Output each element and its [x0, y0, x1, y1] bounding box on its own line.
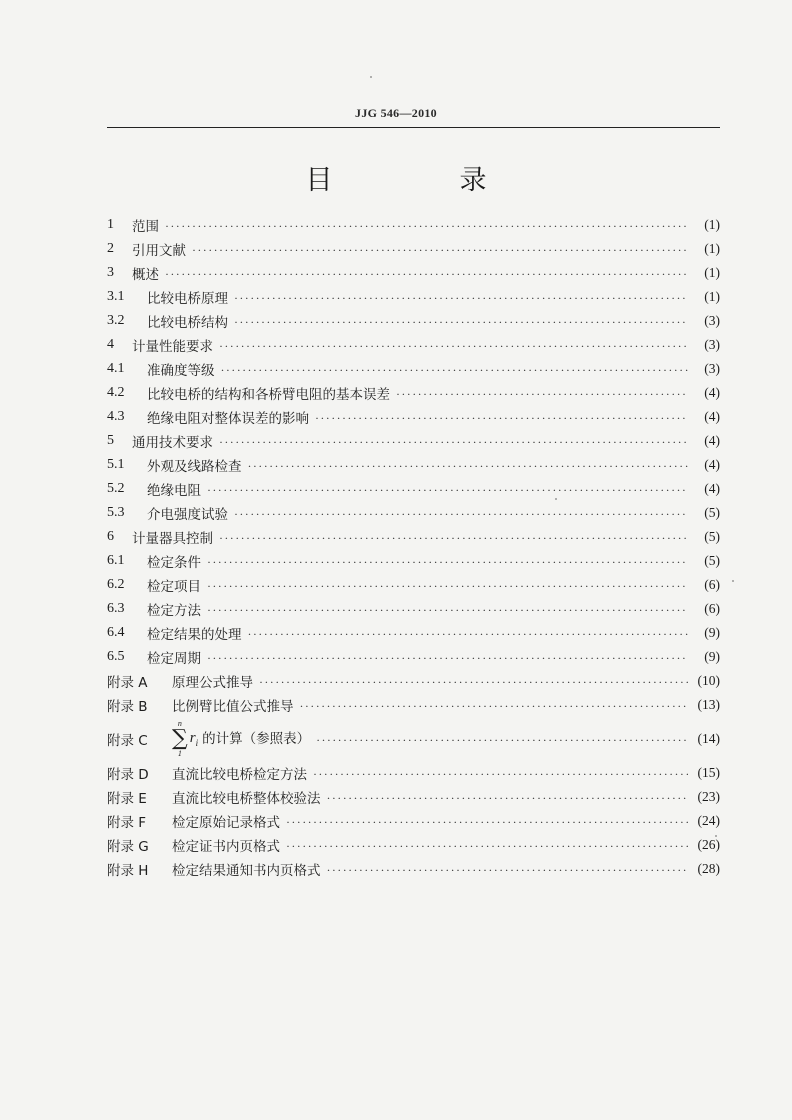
dot-leader	[219, 339, 688, 354]
toc-entry-number: 附录 E	[107, 791, 147, 807]
toc-entry-page: (5)	[704, 553, 720, 568]
toc-entry-page: (3)	[704, 313, 720, 328]
toc-entry-number: 5.2	[107, 481, 125, 496]
toc-entry-page: (1)	[704, 265, 720, 280]
toc-entry-number: 6.5	[107, 649, 125, 664]
toc-entry[interactable]	[107, 453, 720, 477]
toc-entry[interactable]	[107, 809, 720, 833]
toc-entry[interactable]	[107, 333, 720, 357]
toc-entry-label: 通用技术要求	[132, 435, 213, 451]
toc-entry-page: (4)	[704, 409, 720, 424]
toc-entry[interactable]	[107, 645, 720, 669]
dot-leader	[207, 651, 688, 666]
toc-entry-page: (10)	[697, 673, 720, 688]
toc-entry-number: 6.2	[107, 577, 125, 592]
toc-entry-page: (26)	[697, 837, 720, 852]
dot-leader	[315, 411, 688, 426]
toc-entry-page: (14)	[697, 731, 720, 746]
toc-entry-label-text: 的计算（参照表）	[202, 731, 311, 747]
toc-entry-label: 直流比较电桥检定方法	[172, 767, 307, 783]
toc-entry-label: 比较电桥结构	[147, 315, 228, 331]
toc-entry-label: 检定证书内页格式	[172, 839, 280, 855]
toc-entry-label: 检定结果的处理	[147, 627, 242, 643]
toc-entry-page: (5)	[704, 529, 720, 544]
dot-leader	[316, 733, 688, 748]
toc-entry-page: (3)	[704, 337, 720, 352]
toc-entry[interactable]	[107, 501, 720, 525]
summation-upper-limit: n	[177, 719, 182, 728]
toc-entry-page: (6)	[704, 601, 720, 616]
toc-entry-number: 3.1	[107, 289, 125, 304]
toc-entry[interactable]	[107, 693, 720, 717]
toc-entry[interactable]	[107, 549, 720, 573]
toc-entry-label: 检定结果通知书内页格式	[172, 863, 321, 879]
toc-entry-label: 检定项目	[147, 579, 201, 595]
toc-entry-page: (1)	[704, 217, 720, 232]
toc-entry-number: 6.3	[107, 601, 125, 616]
toc-entry-number: 附录 F	[107, 815, 147, 831]
toc-entry-number: 3	[107, 265, 114, 280]
toc-entry[interactable]	[107, 573, 720, 597]
toc-entry[interactable]	[107, 309, 720, 333]
dot-leader	[286, 839, 688, 854]
variable-subscript: i	[195, 738, 199, 748]
toc-entry-page: (1)	[704, 289, 720, 304]
dot-leader	[259, 675, 688, 690]
toc-entry-label: 绝缘电阻	[147, 483, 201, 499]
toc-entry[interactable]	[107, 717, 720, 761]
toc-entry[interactable]	[107, 669, 720, 693]
header-rule	[107, 127, 720, 128]
toc-entry-page: (4)	[704, 457, 720, 472]
toc-entry[interactable]	[107, 833, 720, 857]
toc-entry-label: 概述	[132, 267, 159, 283]
toc-entry-label: 绝缘电阻对整体误差的影响	[147, 411, 309, 427]
toc-entry-label: 检定原始记录格式	[172, 815, 280, 831]
scan-speck	[715, 835, 717, 837]
toc-entry-number: 4.2	[107, 385, 125, 400]
toc-entry-label: 原理公式推导	[172, 675, 253, 691]
toc-entry-label: 检定方法	[147, 603, 201, 619]
dot-leader	[207, 579, 688, 594]
toc-entry-number: 3.2	[107, 313, 125, 328]
toc-entry-label: 比较电桥的结构和各桥臂电阻的基本误差	[147, 387, 390, 403]
toc-entry-page: (6)	[704, 577, 720, 592]
dot-leader	[165, 267, 688, 282]
toc-entry[interactable]	[107, 761, 720, 785]
dot-leader	[192, 243, 688, 258]
toc-entry[interactable]	[107, 621, 720, 645]
toc-entry-label: 范围	[132, 219, 159, 235]
dot-leader	[234, 507, 688, 522]
dot-leader	[396, 387, 688, 402]
toc-entry-page: (23)	[697, 789, 720, 804]
dot-leader	[207, 603, 688, 618]
toc-entry[interactable]	[107, 597, 720, 621]
toc-entry-number: 4.3	[107, 409, 125, 424]
toc-entry-page: (4)	[704, 385, 720, 400]
dot-leader	[300, 699, 689, 714]
summation-sign-icon: ∑	[172, 726, 188, 751]
toc-entry-number: 2	[107, 241, 114, 256]
toc-entry-page: (1)	[704, 241, 720, 256]
toc-entry-page: (24)	[697, 813, 720, 828]
toc-entry-page: (13)	[697, 697, 720, 712]
dot-leader	[327, 863, 689, 878]
toc-entry-label: 检定条件	[147, 555, 201, 571]
toc-entry-page: (28)	[697, 861, 720, 876]
scan-speck	[370, 76, 372, 78]
toc-entry-page: (15)	[697, 765, 720, 780]
toc-entry[interactable]	[107, 357, 720, 381]
standard-code-header: JJG 546—2010	[355, 106, 437, 120]
summation-variable	[190, 730, 198, 748]
dot-leader	[248, 627, 689, 642]
toc-entry-label: 引用文献	[132, 243, 186, 259]
toc-entry-label	[172, 720, 316, 758]
dot-leader	[286, 815, 688, 830]
toc-entry-number: 5	[107, 433, 114, 448]
dot-leader	[207, 555, 688, 570]
dot-leader	[219, 531, 688, 546]
toc-entry[interactable]	[107, 381, 720, 405]
toc-entry[interactable]	[107, 857, 720, 881]
dot-leader	[221, 363, 689, 378]
scan-speck	[732, 580, 734, 582]
toc-entry-number: 附录 G	[107, 839, 149, 855]
dot-leader	[327, 791, 689, 806]
dot-leader	[165, 219, 688, 234]
summation-lower-limit: 1	[177, 749, 182, 758]
toc-entry-page: (3)	[704, 361, 720, 376]
toc-entry-page: (4)	[704, 433, 720, 448]
variable-symbol: r	[189, 730, 196, 746]
toc-entry-label: 检定周期	[147, 651, 201, 667]
table-of-contents	[107, 213, 720, 881]
toc-entry-label: 比较电桥原理	[147, 291, 228, 307]
toc-entry-number: 6.4	[107, 625, 125, 640]
toc-entry-label: 外观及线路检查	[147, 459, 242, 475]
toc-entry-number: 1	[107, 217, 114, 232]
dot-leader	[234, 291, 688, 306]
toc-entry[interactable]	[107, 429, 720, 453]
toc-entry-number: 附录 B	[107, 699, 148, 715]
dot-leader	[219, 435, 688, 450]
toc-entry[interactable]	[107, 213, 720, 237]
toc-entry-label: 比例臂比值公式推导	[172, 699, 294, 715]
summation-formula	[172, 720, 198, 758]
toc-entry[interactable]	[107, 237, 720, 261]
toc-entry-page: (9)	[704, 649, 720, 664]
toc-entry[interactable]	[107, 525, 720, 549]
toc-entry-number: 附录 A	[107, 675, 148, 691]
toc-entry[interactable]	[107, 261, 720, 285]
toc-entry-number: 4.1	[107, 361, 125, 376]
toc-entry-label: 计量性能要求	[132, 339, 213, 355]
toc-entry-page: (4)	[704, 481, 720, 496]
toc-entry-number: 6	[107, 529, 114, 544]
toc-entry-number: 5.3	[107, 505, 125, 520]
toc-entry-number: 5.1	[107, 457, 125, 472]
dot-leader	[234, 315, 688, 330]
toc-entry[interactable]	[107, 477, 720, 501]
toc-entry[interactable]	[107, 285, 720, 309]
dot-leader	[313, 767, 688, 782]
toc-entry-number: 4	[107, 337, 114, 352]
toc-entry-number: 附录 H	[107, 863, 149, 879]
toc-entry-label: 准确度等级	[147, 363, 215, 379]
toc-entry-label: 直流比较电桥整体校验法	[172, 791, 321, 807]
toc-entry-page: (5)	[704, 505, 720, 520]
toc-entry-number: 附录 D	[107, 767, 149, 783]
toc-entry-label: 计量器具控制	[132, 531, 213, 547]
toc-entry-label: 介电强度试验	[147, 507, 228, 523]
toc-entry-number: 附录 C	[107, 733, 148, 749]
toc-entry-page: (9)	[704, 625, 720, 640]
toc-entry-number: 6.1	[107, 553, 125, 568]
dot-leader	[207, 483, 688, 498]
toc-entry[interactable]	[107, 405, 720, 429]
toc-title: 目 录	[305, 165, 537, 196]
dot-leader	[248, 459, 689, 474]
toc-entry[interactable]	[107, 785, 720, 809]
scan-speck	[555, 498, 557, 500]
